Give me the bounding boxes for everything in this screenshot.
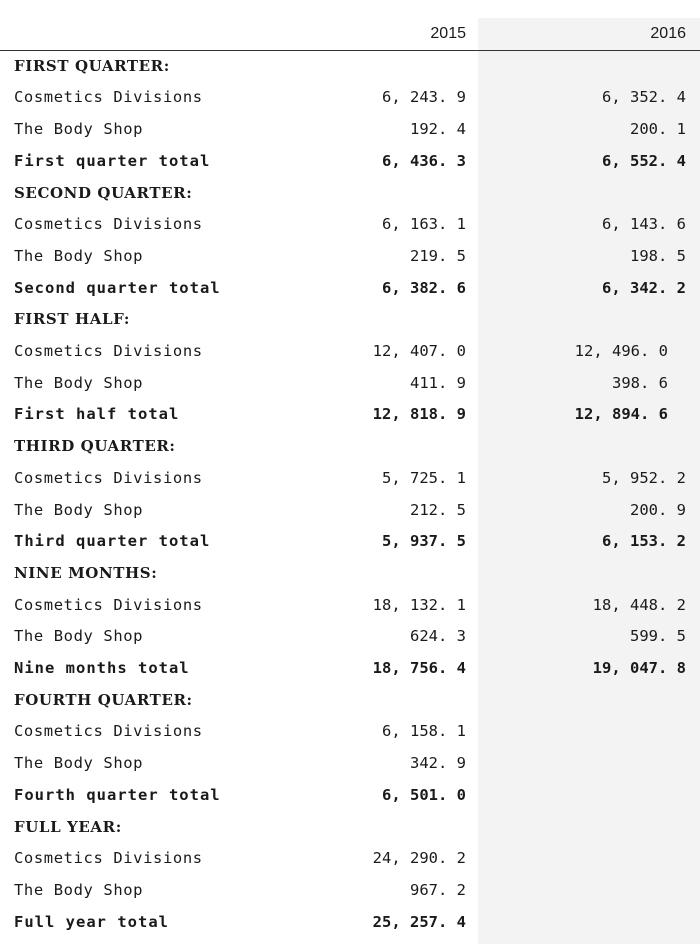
section-header-row xyxy=(0,812,700,844)
value-2016 xyxy=(478,780,700,812)
section-header-row xyxy=(0,685,700,717)
value-2016: 12, 894. 6 xyxy=(574,405,668,424)
section-title: FULL YEAR: xyxy=(14,817,122,836)
row-label: Cosmetics Divisions xyxy=(14,342,203,361)
total-row xyxy=(0,146,700,178)
row-label: Cosmetics Divisions xyxy=(14,595,203,614)
total-row xyxy=(0,653,700,685)
data-row xyxy=(0,241,700,273)
section-header-row xyxy=(0,50,700,82)
value-2016 xyxy=(478,907,700,939)
value-2016 xyxy=(478,716,700,748)
data-row xyxy=(0,716,700,748)
header-row xyxy=(0,18,700,50)
value-2015: 24, 290. 2 xyxy=(372,849,466,868)
value-2015: 624. 3 xyxy=(410,627,466,646)
header-year-2016: 2016 xyxy=(478,18,700,50)
data-row xyxy=(0,748,700,780)
value-2016 xyxy=(478,875,700,907)
value-2015: 212. 5 xyxy=(410,500,466,519)
row-label: The Body Shop xyxy=(14,880,144,899)
value-2016: 18, 448. 2 xyxy=(592,595,686,614)
total-row xyxy=(0,526,700,558)
value-2015: 5, 937. 5 xyxy=(382,532,466,551)
data-row xyxy=(0,82,700,114)
value-2015: 6, 501. 0 xyxy=(382,785,466,804)
data-row xyxy=(0,463,700,495)
value-2016: 6, 143. 6 xyxy=(602,215,686,234)
row-label: Third quarter total xyxy=(14,532,211,551)
section-header-row xyxy=(0,431,700,463)
section-title: THIRD QUARTER: xyxy=(14,437,176,456)
value-2016: 12, 496. 0 xyxy=(574,342,668,361)
value-2015: 18, 132. 1 xyxy=(372,595,466,614)
data-row xyxy=(0,621,700,653)
value-2015: 411. 9 xyxy=(410,373,466,392)
data-row xyxy=(0,590,700,622)
section-title: SECOND QUARTER: xyxy=(14,183,193,202)
row-label: The Body Shop xyxy=(14,754,144,773)
row-label: Second quarter total xyxy=(14,278,221,297)
value-2016: 19, 047. 8 xyxy=(592,659,686,678)
total-row xyxy=(0,907,700,939)
data-row xyxy=(0,495,700,527)
data-row xyxy=(0,336,700,368)
section-header-row xyxy=(0,558,700,590)
value-2015: 6, 382. 6 xyxy=(382,278,466,297)
data-row xyxy=(0,843,700,875)
header-label-cell xyxy=(0,18,250,50)
total-row xyxy=(0,780,700,812)
value-2015: 342. 9 xyxy=(410,754,466,773)
value-2015: 5, 725. 1 xyxy=(382,468,466,487)
row-label: Cosmetics Divisions xyxy=(14,468,203,487)
row-label: Cosmetics Divisions xyxy=(14,215,203,234)
sales-table xyxy=(0,18,700,938)
value-2015: 219. 5 xyxy=(410,246,466,265)
value-2015: 967. 2 xyxy=(410,880,466,899)
section-title: NINE MONTHS: xyxy=(14,563,158,582)
value-2016: 198. 5 xyxy=(630,246,686,265)
value-2016: 5, 952. 2 xyxy=(602,468,686,487)
row-label: The Body Shop xyxy=(14,373,144,392)
value-2015: 6, 243. 9 xyxy=(382,88,466,107)
row-label: Cosmetics Divisions xyxy=(14,88,203,107)
value-2016: 6, 342. 2 xyxy=(602,278,686,297)
total-row xyxy=(0,273,700,305)
row-label: Nine months total xyxy=(14,659,190,678)
section-title: FOURTH QUARTER: xyxy=(14,690,193,709)
value-2016: 599. 5 xyxy=(630,627,686,646)
row-label: First half total xyxy=(14,405,180,424)
row-label: The Body Shop xyxy=(14,627,144,646)
value-2016: 200. 9 xyxy=(630,500,686,519)
section-header-row xyxy=(0,304,700,336)
value-2015: 12, 407. 0 xyxy=(372,342,466,361)
total-row xyxy=(0,399,700,431)
section-title: FIRST HALF: xyxy=(14,310,130,329)
row-label: First quarter total xyxy=(14,151,211,170)
value-2015: 6, 163. 1 xyxy=(382,215,466,234)
value-2016: 6, 552. 4 xyxy=(602,151,686,170)
data-row xyxy=(0,875,700,907)
section-header-row xyxy=(0,178,700,210)
header-year-2015: 2015 xyxy=(250,18,478,50)
row-label: Cosmetics Divisions xyxy=(14,722,203,741)
data-row xyxy=(0,209,700,241)
value-2015: 6, 158. 1 xyxy=(382,722,466,741)
row-label: Full year total xyxy=(14,912,169,931)
row-label: Cosmetics Divisions xyxy=(14,849,203,868)
data-row xyxy=(0,368,700,400)
value-2015: 18, 756. 4 xyxy=(372,659,466,678)
value-2015: 192. 4 xyxy=(410,120,466,139)
value-2016 xyxy=(478,748,700,780)
value-2016: 398. 6 xyxy=(612,373,668,392)
value-2016: 6, 153. 2 xyxy=(602,532,686,551)
table-body xyxy=(0,50,700,938)
section-title: FIRST QUARTER: xyxy=(14,56,170,75)
value-2015: 25, 257. 4 xyxy=(372,912,466,931)
value-2016: 200. 1 xyxy=(630,120,686,139)
row-label: The Body Shop xyxy=(14,120,144,139)
value-2016 xyxy=(478,843,700,875)
row-label: The Body Shop xyxy=(14,246,144,265)
value-2015: 6, 436. 3 xyxy=(382,151,466,170)
data-row xyxy=(0,114,700,146)
value-2016: 6, 352. 4 xyxy=(602,88,686,107)
value-2015: 12, 818. 9 xyxy=(372,405,466,424)
row-label: Fourth quarter total xyxy=(14,785,221,804)
row-label: The Body Shop xyxy=(14,500,144,519)
